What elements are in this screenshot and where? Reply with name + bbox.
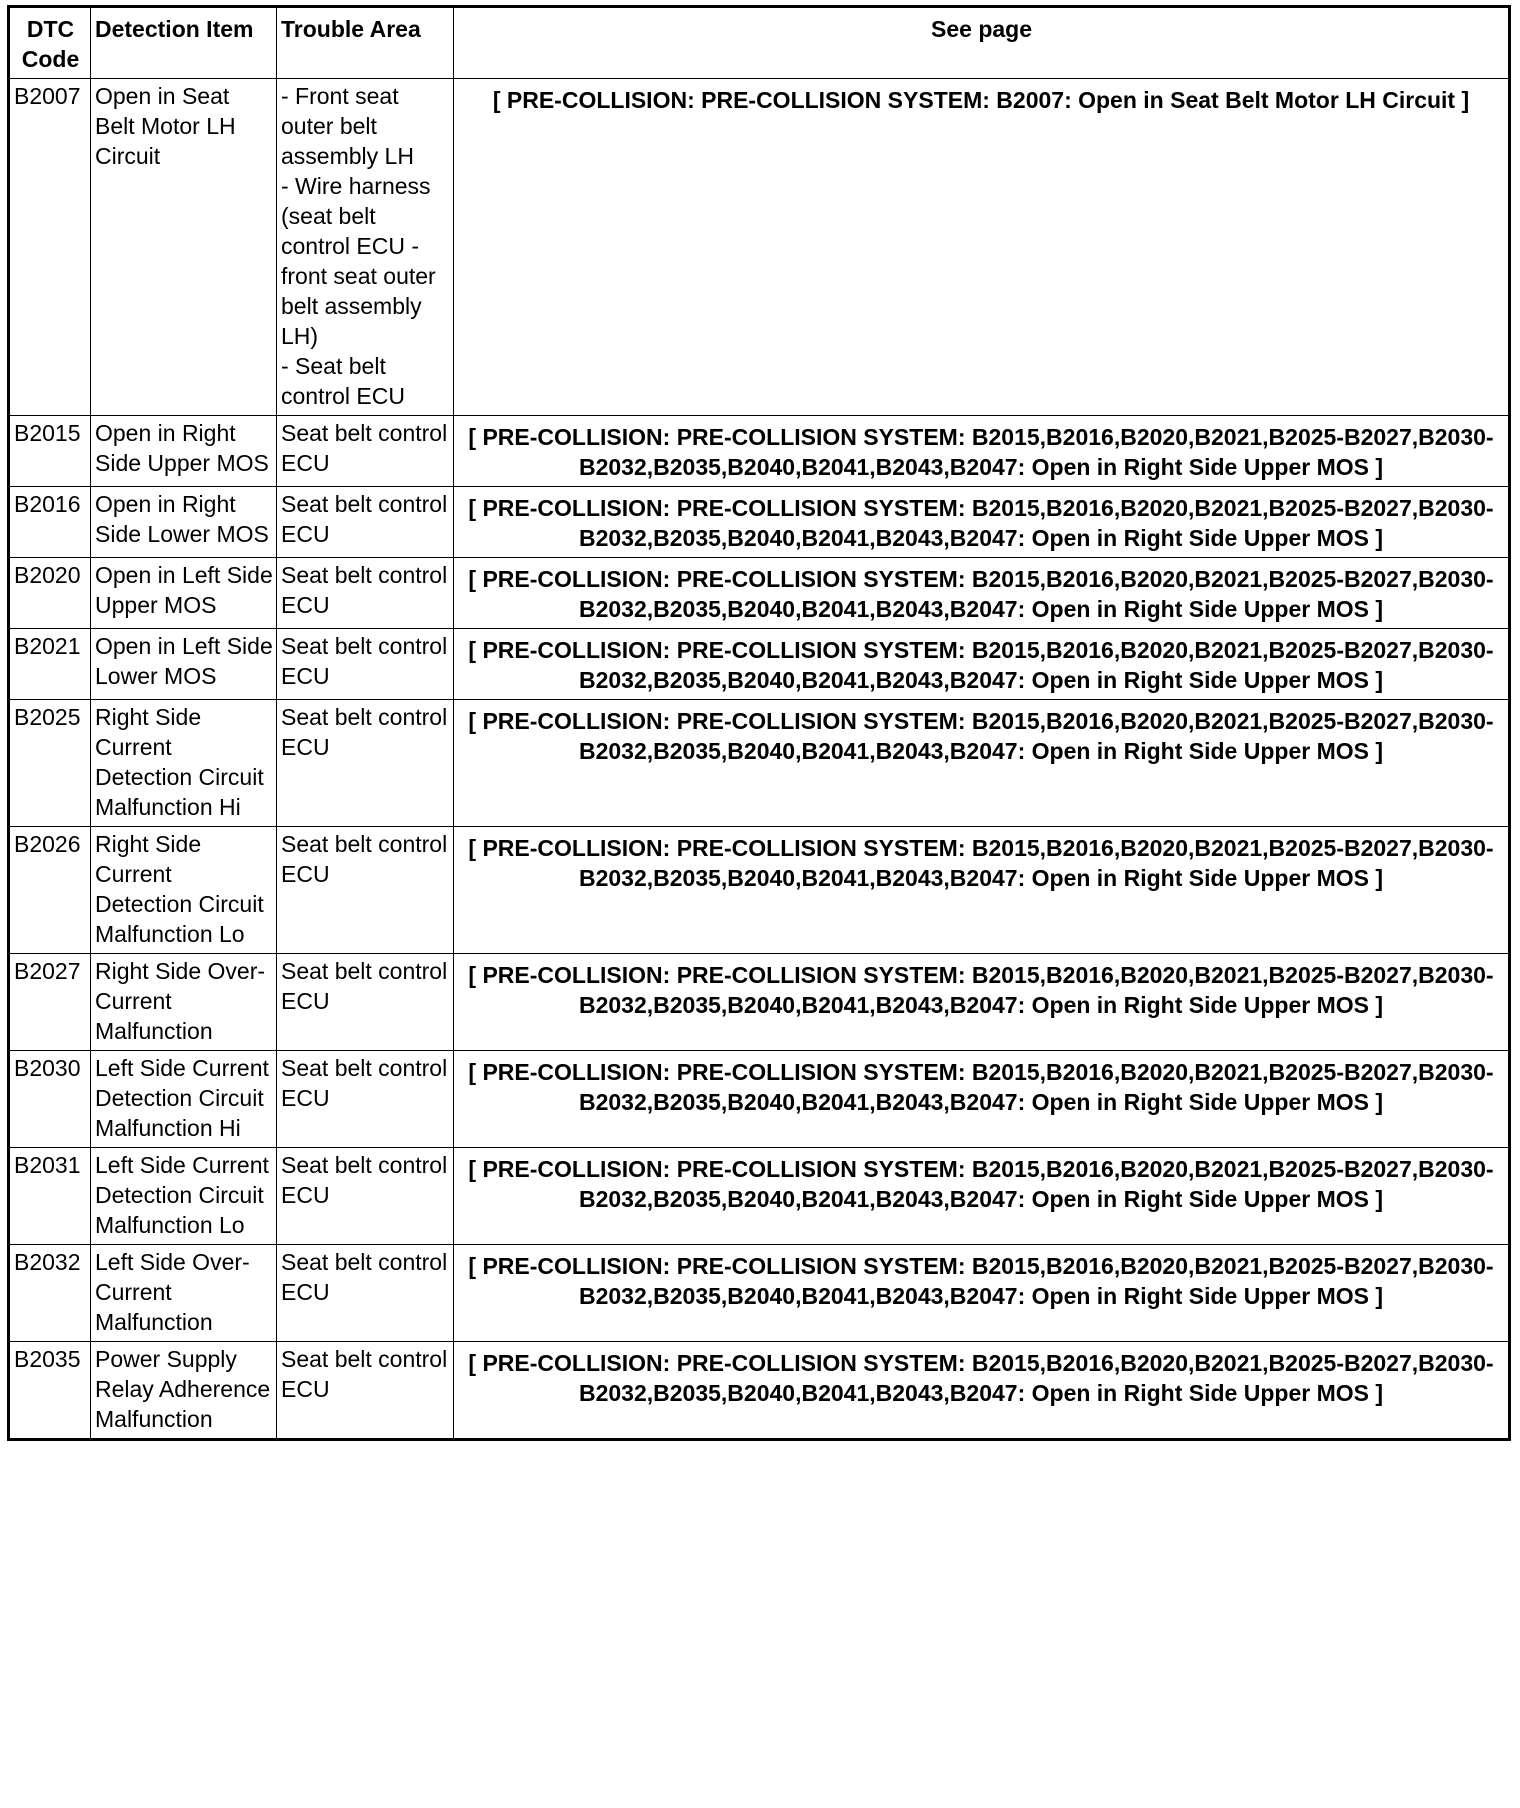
- trouble-area-line: Seat belt control ECU: [281, 831, 448, 887]
- header-trouble-area: Trouble Area: [277, 7, 454, 79]
- see-page-link[interactable]: [ PRE-COLLISION: PRE-COLLISION SYSTEM: B2015,B2016,B2020,B2021,B2025-B2027,B2030-B2032,B2035,B2040,B2041,B2043,B2047: Open in Right Side Upper MOS ]: [454, 487, 1510, 558]
- trouble-area-line: Seat belt control ECU: [281, 562, 448, 618]
- table-row: [9, 1245, 1510, 1342]
- table-row: [9, 1342, 1510, 1440]
- trouble-area-line: Seat belt control ECU: [281, 420, 448, 476]
- trouble-area-line: Seat belt control ECU: [281, 704, 448, 760]
- see-page-link[interactable]: [ PRE-COLLISION: PRE-COLLISION SYSTEM: B2007: Open in Seat Belt Motor LH Circuit ]: [454, 79, 1510, 416]
- trouble-area-cell: [277, 629, 454, 700]
- trouble-area-line: Seat belt control ECU: [281, 1055, 448, 1111]
- dtc-table-page: [7, 5, 1511, 1441]
- see-page-link[interactable]: [ PRE-COLLISION: PRE-COLLISION SYSTEM: B2015,B2016,B2020,B2021,B2025-B2027,B2030-B2032,B2035,B2040,B2041,B2043,B2047: Open in Right Side Upper MOS ]: [454, 1148, 1510, 1245]
- see-page-link[interactable]: [ PRE-COLLISION: PRE-COLLISION SYSTEM: B2015,B2016,B2020,B2021,B2025-B2027,B2030-B2032,B2035,B2040,B2041,B2043,B2047: Open in Right Side Upper MOS ]: [454, 700, 1510, 827]
- detection-item-cell: Open in Right Side Lower MOS: [91, 487, 277, 558]
- trouble-area-cell: [277, 79, 454, 416]
- see-page-link[interactable]: [ PRE-COLLISION: PRE-COLLISION SYSTEM: B2015,B2016,B2020,B2021,B2025-B2027,B2030-B2032,B2035,B2040,B2041,B2043,B2047: Open in Right Side Upper MOS ]: [454, 558, 1510, 629]
- detection-item-cell: Right Side Current Detection Circuit Malfunction Lo: [91, 827, 277, 954]
- dtc-code-cell: B2032: [9, 1245, 91, 1342]
- dtc-table: [7, 5, 1511, 1441]
- trouble-area-line: Seat belt control ECU: [281, 633, 448, 689]
- table-row: [9, 1148, 1510, 1245]
- header-detection-item: Detection Item: [91, 7, 277, 79]
- trouble-area-cell: [277, 1148, 454, 1245]
- dtc-code-cell: B2031: [9, 1148, 91, 1245]
- dtc-code-cell: B2016: [9, 487, 91, 558]
- detection-item-cell: Left Side Over-Current Malfunction: [91, 1245, 277, 1342]
- table-row: [9, 629, 1510, 700]
- trouble-area-cell: [277, 700, 454, 827]
- table-row: [9, 416, 1510, 487]
- trouble-area-cell: [277, 1051, 454, 1148]
- header-see-page: See page: [454, 7, 1510, 79]
- table-row: [9, 79, 1510, 416]
- trouble-area-line: - Seat belt control ECU: [281, 353, 405, 409]
- table-row: [9, 954, 1510, 1051]
- dtc-code-cell: B2020: [9, 558, 91, 629]
- dtc-code-cell: B2026: [9, 827, 91, 954]
- trouble-area-cell: [277, 416, 454, 487]
- see-page-link[interactable]: [ PRE-COLLISION: PRE-COLLISION SYSTEM: B2015,B2016,B2020,B2021,B2025-B2027,B2030-B2032,B2035,B2040,B2041,B2043,B2047: Open in Right Side Upper MOS ]: [454, 629, 1510, 700]
- detection-item-cell: Right Side Over-Current Malfunction: [91, 954, 277, 1051]
- table-row: [9, 827, 1510, 954]
- dtc-code-cell: B2015: [9, 416, 91, 487]
- trouble-area-cell: [277, 1245, 454, 1342]
- table-body: [9, 79, 1510, 1440]
- see-page-link[interactable]: [ PRE-COLLISION: PRE-COLLISION SYSTEM: B2015,B2016,B2020,B2021,B2025-B2027,B2030-B2032,B2035,B2040,B2041,B2043,B2047: Open in Right Side Upper MOS ]: [454, 1245, 1510, 1342]
- dtc-code-cell: B2027: [9, 954, 91, 1051]
- trouble-area-cell: [277, 827, 454, 954]
- dtc-code-cell: B2025: [9, 700, 91, 827]
- table-row: [9, 700, 1510, 827]
- table-row: [9, 558, 1510, 629]
- trouble-area-line: Seat belt control ECU: [281, 1152, 448, 1208]
- see-page-link[interactable]: [ PRE-COLLISION: PRE-COLLISION SYSTEM: B2015,B2016,B2020,B2021,B2025-B2027,B2030-B2032,B2035,B2040,B2041,B2043,B2047: Open in Right Side Upper MOS ]: [454, 954, 1510, 1051]
- trouble-area-line: - Front seat outer belt assembly LH: [281, 83, 414, 169]
- dtc-code-cell: B2030: [9, 1051, 91, 1148]
- see-page-link[interactable]: [ PRE-COLLISION: PRE-COLLISION SYSTEM: B2015,B2016,B2020,B2021,B2025-B2027,B2030-B2032,B2035,B2040,B2041,B2043,B2047: Open in Right Side Upper MOS ]: [454, 416, 1510, 487]
- detection-item-cell: Left Side Current Detection Circuit Malfunction Hi: [91, 1051, 277, 1148]
- detection-item-cell: Open in Left Side Upper MOS: [91, 558, 277, 629]
- detection-item-cell: Open in Right Side Upper MOS: [91, 416, 277, 487]
- trouble-area-cell: [277, 558, 454, 629]
- trouble-area-line: - Wire harness (seat belt control ECU - front seat outer belt assembly LH): [281, 173, 436, 349]
- trouble-area-line: Seat belt control ECU: [281, 1249, 448, 1305]
- trouble-area-line: Seat belt control ECU: [281, 1346, 448, 1402]
- dtc-code-cell: B2021: [9, 629, 91, 700]
- trouble-area-cell: [277, 487, 454, 558]
- detection-item-cell: Left Side Current Detection Circuit Malfunction Lo: [91, 1148, 277, 1245]
- header-dtc-code: DTC Code: [9, 7, 91, 79]
- detection-item-cell: Open in Left Side Lower MOS: [91, 629, 277, 700]
- trouble-area-cell: [277, 1342, 454, 1440]
- table-row: [9, 1051, 1510, 1148]
- trouble-area-line: Seat belt control ECU: [281, 491, 448, 547]
- dtc-code-cell: B2007: [9, 79, 91, 416]
- see-page-link[interactable]: [ PRE-COLLISION: PRE-COLLISION SYSTEM: B2015,B2016,B2020,B2021,B2025-B2027,B2030-B2032,B2035,B2040,B2041,B2043,B2047: Open in Right Side Upper MOS ]: [454, 1342, 1510, 1440]
- detection-item-cell: Power Supply Relay Adherence Malfunction: [91, 1342, 277, 1440]
- dtc-code-cell: B2035: [9, 1342, 91, 1440]
- trouble-area-line: Seat belt control ECU: [281, 958, 448, 1014]
- detection-item-cell: Right Side Current Detection Circuit Malfunction Hi: [91, 700, 277, 827]
- see-page-link[interactable]: [ PRE-COLLISION: PRE-COLLISION SYSTEM: B2015,B2016,B2020,B2021,B2025-B2027,B2030-B2032,B2035,B2040,B2041,B2043,B2047: Open in Right Side Upper MOS ]: [454, 827, 1510, 954]
- table-row: [9, 487, 1510, 558]
- see-page-link[interactable]: [ PRE-COLLISION: PRE-COLLISION SYSTEM: B2015,B2016,B2020,B2021,B2025-B2027,B2030-B2032,B2035,B2040,B2041,B2043,B2047: Open in Right Side Upper MOS ]: [454, 1051, 1510, 1148]
- table-header-row: [9, 7, 1510, 79]
- detection-item-cell: Open in Seat Belt Motor LH Circuit: [91, 79, 277, 416]
- trouble-area-cell: [277, 954, 454, 1051]
